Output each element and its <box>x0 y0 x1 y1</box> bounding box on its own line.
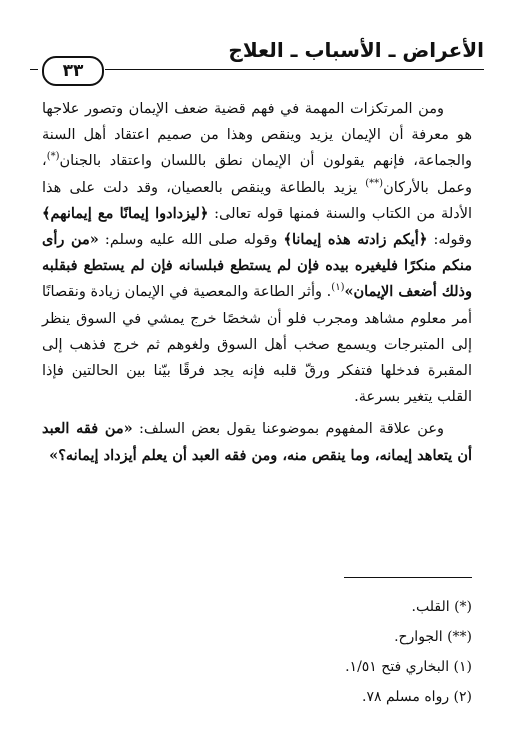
text-run: ، وعمل بالأركان <box>42 153 472 196</box>
header-rule <box>105 69 484 70</box>
footnote-separator <box>344 577 472 578</box>
footnote-item: (*) القلب. <box>411 599 472 615</box>
footnote-ref: (**) <box>365 177 384 189</box>
text-run: وعن علاقة المفهوم بموضوعنا يقول بعض السلف: <box>132 421 444 438</box>
footnote-ref: (*) <box>46 151 60 163</box>
footnote-item: (**) الجوارح. <box>394 629 472 645</box>
body-text <box>42 96 472 469</box>
paragraph-1 <box>42 96 472 410</box>
text-run: وقوله: <box>427 232 472 249</box>
footnote-item: (٢) رواه مسلم ٧٨. <box>362 689 472 705</box>
footnotes <box>42 592 472 712</box>
page-header <box>30 38 484 81</box>
quran-verse: ﴿ليزدادوا إيمانًا مع إيمانهم﴾ <box>42 204 209 222</box>
footnote-ref: (١) <box>331 282 345 294</box>
header-rule-end <box>30 69 38 70</box>
text-run: يزيد بالطاعة وينقص بالعصيان، وقد دلت على هذا الأدلة من الكتاب والسنة فمنها قوله تعالى: <box>42 179 472 222</box>
hadith-quote: «من رأى منكم منكرًا فليغيره بيده فإن لم يستطع فبلسانه فإن لم يستطع فبقلبه وذلك أضعف الإيمان» <box>42 231 472 301</box>
text-run: . وأثر الطاعة والمعصية في الإيمان زيادة ونقصانًا أمر معلوم مشاهد ومجرب فلو أن شخصًا خرج يمشي في السوق ينظر إلى المتبرجات ويسمع صخب أهل السوق ولغوهم ثم خرج فذهب إلى المقبرة فدخلها فتفكر ورقّ قلبه فإنه يجد فرقًا بيّنا بين الحالتين فإذا القلب يتغير بسرعة. <box>42 284 472 406</box>
salaf-quote: «من فقه العبد أن يتعاهد إيمانه، وما ينقص منه، ومن فقه العبد أن يعلم أيزداد إيمانه؟» <box>42 420 472 464</box>
text-run: ومن المرتكزات المهمة في فهم قضية ضعف الإيمان وتصور علاجها هو معرفة أن الإيمان يزيد وينقص وهذا من صميم اعتقاد أهل السنة والجماعة، فإنهم يقولون أن الإيمان نطق باللسان واعتقاد بالجنان <box>42 101 472 170</box>
text-run: وقوله صلى الله عليه وسلم: <box>98 232 284 249</box>
page-number: ٣٣ <box>42 56 104 86</box>
paragraph-2 <box>42 416 472 468</box>
running-title: الأعراض ـ الأسباب ـ العلاج <box>228 38 484 62</box>
footnote-item: (١) البخاري فتح ١/٥١. <box>345 659 472 675</box>
quran-verse: ﴿أيكم زادته هذه إيمانا﴾ <box>283 231 428 249</box>
